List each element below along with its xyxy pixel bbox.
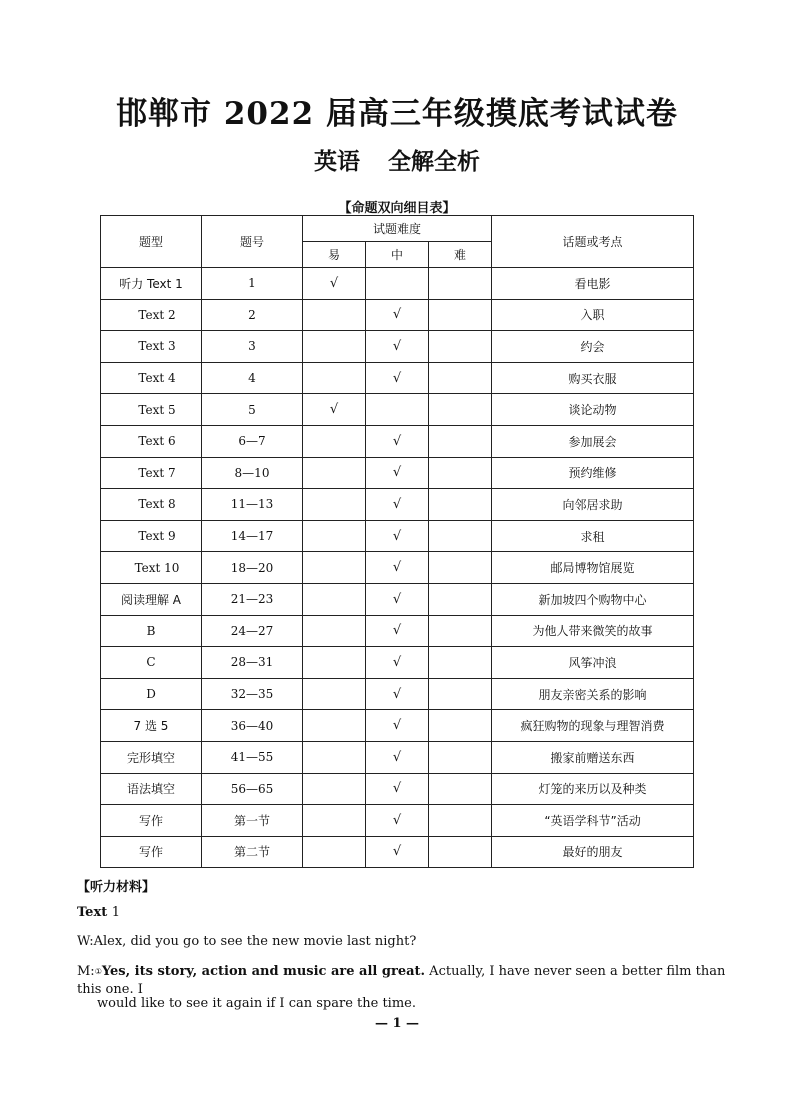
cell-medium — [366, 425, 429, 457]
cell-number: 第一节 — [202, 805, 303, 837]
cell-easy — [303, 425, 366, 457]
check-mark-icon: √ — [392, 528, 402, 544]
cell-hard — [429, 520, 492, 552]
check-mark-icon: √ — [392, 686, 402, 702]
cell-number: 5 — [202, 394, 303, 426]
cell-type: Text 4 — [101, 362, 202, 394]
cell-easy — [303, 647, 366, 679]
cell-medium — [366, 268, 429, 300]
cell-topic: 购买衣服 — [492, 362, 694, 394]
cell-topic: “英语学科节”活动 — [492, 805, 694, 837]
cell-number: 4 — [202, 362, 303, 394]
table-row — [101, 552, 694, 584]
cell-topic: 朋友亲密关系的影响 — [492, 678, 694, 710]
check-mark-icon: √ — [392, 307, 402, 323]
table-row — [101, 836, 694, 868]
cell-topic: 入职 — [492, 299, 694, 331]
cell-topic: 约会 — [492, 331, 694, 363]
check-mark-icon: √ — [392, 812, 402, 828]
cell-easy — [303, 457, 366, 489]
check-mark-icon: √ — [392, 623, 402, 639]
cell-type: Text 7 — [101, 457, 202, 489]
man-line-continued: would like to see it again if I can spare the time. — [97, 996, 416, 1011]
cell-topic: 谈论动物 — [492, 394, 694, 426]
cell-medium — [366, 520, 429, 552]
table-row — [101, 710, 694, 742]
cell-topic: 灯笼的来历以及种类 — [492, 773, 694, 805]
header-difficulty: 试题难度 — [303, 216, 492, 242]
cell-easy — [303, 299, 366, 331]
text-label-word: Text — [77, 905, 108, 920]
header-easy: 易 — [303, 242, 366, 268]
cell-type: 语法填空 — [101, 773, 202, 805]
table-row — [101, 773, 694, 805]
check-mark-icon: √ — [392, 654, 402, 670]
check-mark-icon: √ — [392, 718, 402, 734]
cell-topic: 参加展会 — [492, 425, 694, 457]
table-row — [101, 615, 694, 647]
cell-easy — [303, 805, 366, 837]
cell-hard — [429, 678, 492, 710]
cell-medium — [366, 773, 429, 805]
text-label — [77, 905, 120, 920]
table-row — [101, 299, 694, 331]
table-caption: 【命题双向细目表】 — [338, 201, 456, 216]
cell-number: 1 — [202, 268, 303, 300]
subject-label: 英语 — [314, 148, 360, 175]
table-row — [101, 268, 694, 300]
analysis-label: 全解全析 — [388, 148, 480, 175]
cell-number: 3 — [202, 331, 303, 363]
cell-topic: 求租 — [492, 520, 694, 552]
cell-medium — [366, 647, 429, 679]
cell-number: 36—40 — [202, 710, 303, 742]
man-rest: Actually, I have never seen a better film than this one. I — [77, 964, 726, 997]
cell-hard — [429, 362, 492, 394]
text-label-number: 1 — [111, 905, 121, 920]
cell-easy — [303, 331, 366, 363]
man-prefix: M: — [77, 964, 95, 979]
cell-easy — [303, 615, 366, 647]
cell-hard — [429, 299, 492, 331]
cell-hard — [429, 457, 492, 489]
cell-type: Text 10 — [101, 552, 202, 584]
header-type: 题型 — [101, 216, 202, 268]
cell-number: 2 — [202, 299, 303, 331]
check-mark-icon: √ — [392, 370, 402, 386]
woman-line: W:Alex, did you go to see the new movie last night? — [77, 934, 417, 949]
cell-easy — [303, 552, 366, 584]
cell-medium — [366, 362, 429, 394]
check-mark-icon: √ — [392, 591, 402, 607]
cell-easy — [303, 773, 366, 805]
check-mark-icon: √ — [392, 560, 402, 576]
header-medium: 中 — [366, 242, 429, 268]
table-row — [101, 425, 694, 457]
cell-number: 第二节 — [202, 836, 303, 868]
table-row — [101, 394, 694, 426]
man-line — [77, 963, 727, 999]
table-row — [101, 457, 694, 489]
cell-topic: 风筝冲浪 — [492, 647, 694, 679]
cell-medium — [366, 741, 429, 773]
check-mark-icon: √ — [392, 433, 402, 449]
check-mark-icon: √ — [329, 402, 339, 418]
cell-medium — [366, 836, 429, 868]
cell-medium — [366, 678, 429, 710]
cell-type: Text 5 — [101, 394, 202, 426]
cell-number: 18—20 — [202, 552, 303, 584]
table-body — [101, 268, 694, 868]
cell-topic: 向邻居求助 — [492, 489, 694, 521]
cell-type: Text 8 — [101, 489, 202, 521]
listening-heading: 【听力材料】 — [77, 880, 156, 895]
cell-type: 阅读理解 A — [101, 583, 202, 615]
cell-hard — [429, 552, 492, 584]
table-row — [101, 647, 694, 679]
check-mark-icon: √ — [392, 844, 402, 860]
table-row — [101, 583, 694, 615]
table-row — [101, 362, 694, 394]
cell-type: 听力 Text 1 — [101, 268, 202, 300]
cell-easy — [303, 710, 366, 742]
check-mark-icon: √ — [392, 781, 402, 797]
cell-topic: 看电影 — [492, 268, 694, 300]
table-row — [101, 331, 694, 363]
page-number: — 1 — — [374, 1016, 420, 1031]
cell-hard — [429, 268, 492, 300]
cell-medium — [366, 394, 429, 426]
check-mark-icon: √ — [392, 496, 402, 512]
cell-type: Text 6 — [101, 425, 202, 457]
cell-medium — [366, 331, 429, 363]
table-row — [101, 741, 694, 773]
cell-type: Text 9 — [101, 520, 202, 552]
cell-medium — [366, 805, 429, 837]
cell-hard — [429, 425, 492, 457]
header-topic: 话题或考点 — [492, 216, 694, 268]
cell-hard — [429, 741, 492, 773]
table-row — [101, 520, 694, 552]
cell-hard — [429, 583, 492, 615]
answer-marker: ① — [94, 967, 102, 976]
specification-table — [100, 215, 694, 868]
cell-number: 28—31 — [202, 647, 303, 679]
cell-number: 21—23 — [202, 583, 303, 615]
table-row — [101, 805, 694, 837]
cell-easy — [303, 836, 366, 868]
cell-topic: 最好的朋友 — [492, 836, 694, 868]
cell-type: B — [101, 615, 202, 647]
cell-medium — [366, 457, 429, 489]
cell-hard — [429, 615, 492, 647]
cell-type: 7 选 5 — [101, 710, 202, 742]
cell-topic: 疯狂购物的现象与理智消费 — [492, 710, 694, 742]
table-row — [101, 489, 694, 521]
cell-easy — [303, 362, 366, 394]
cell-hard — [429, 773, 492, 805]
cell-number: 56—65 — [202, 773, 303, 805]
cell-type: 写作 — [101, 836, 202, 868]
cell-hard — [429, 489, 492, 521]
cell-type: D — [101, 678, 202, 710]
cell-easy — [303, 489, 366, 521]
check-mark-icon: √ — [392, 465, 402, 481]
cell-hard — [429, 647, 492, 679]
cell-type: Text 3 — [101, 331, 202, 363]
cell-number: 6—7 — [202, 425, 303, 457]
document-subtitle — [0, 143, 794, 176]
cell-easy — [303, 741, 366, 773]
cell-medium — [366, 299, 429, 331]
cell-topic: 邮局博物馆展览 — [492, 552, 694, 584]
cell-number: 32—35 — [202, 678, 303, 710]
cell-easy — [303, 394, 366, 426]
check-mark-icon: √ — [392, 338, 402, 354]
check-mark-icon: √ — [392, 749, 402, 765]
cell-hard — [429, 805, 492, 837]
check-mark-icon: √ — [329, 275, 339, 291]
cell-number: 11—13 — [202, 489, 303, 521]
cell-easy — [303, 583, 366, 615]
cell-medium — [366, 489, 429, 521]
cell-easy — [303, 520, 366, 552]
header-hard: 难 — [429, 242, 492, 268]
cell-topic: 预约维修 — [492, 457, 694, 489]
man-key-sentence: Yes, its story, action and music are all great. — [101, 964, 426, 979]
cell-hard — [429, 710, 492, 742]
cell-easy — [303, 268, 366, 300]
cell-number: 8—10 — [202, 457, 303, 489]
cell-medium — [366, 710, 429, 742]
cell-type: Text 2 — [101, 299, 202, 331]
cell-topic: 搬家前赠送东西 — [492, 741, 694, 773]
table-row — [101, 678, 694, 710]
cell-medium — [366, 552, 429, 584]
cell-number: 24—27 — [202, 615, 303, 647]
cell-number: 41—55 — [202, 741, 303, 773]
cell-type: 写作 — [101, 805, 202, 837]
cell-number: 14—17 — [202, 520, 303, 552]
cell-hard — [429, 394, 492, 426]
cell-type: C — [101, 647, 202, 679]
cell-medium — [366, 583, 429, 615]
cell-type: 完形填空 — [101, 741, 202, 773]
cell-easy — [303, 678, 366, 710]
cell-topic: 新加坡四个购物中心 — [492, 583, 694, 615]
document-title: 邯郸市 2022 届高三年级摸底考试试卷 — [116, 96, 678, 132]
cell-medium — [366, 615, 429, 647]
cell-hard — [429, 836, 492, 868]
cell-hard — [429, 331, 492, 363]
header-number: 题号 — [202, 216, 303, 268]
cell-topic: 为他人带来微笑的故事 — [492, 615, 694, 647]
